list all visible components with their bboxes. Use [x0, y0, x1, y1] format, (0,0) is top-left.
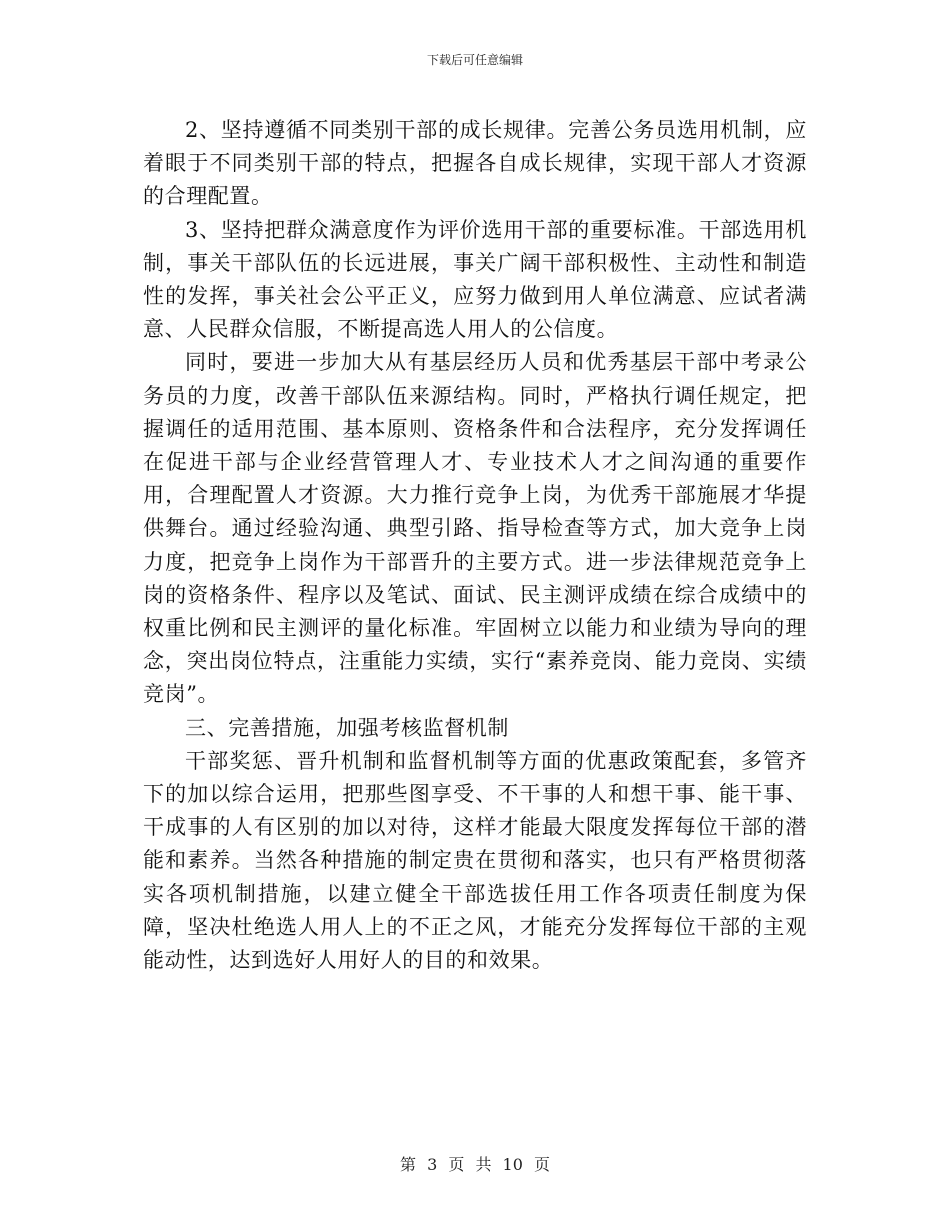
- paragraph-supervision: 干部奖惩、晋升机制和监督机制等方面的优惠政策配套，多管齐下的加以综合运用，把那些图享受、不干事的人和想干事、能干事、干成事的人有区别的加以对待，这样才能最大限度发挥每位干部的潜能和素养。当然各种措施的制定贵在贯彻和落实，也只有严格贯彻落实各项机制措施，以建立健全干部选拔任用工作各项责任制度为保障，坚决杜绝选人用人上的不正之风，才能充分发挥每位干部的主观能动性，达到选好人用好人的目的和效果。: [143, 748, 807, 973]
- paragraph-recruitment: 同时，要进一步加大从有基层经历人员和优秀基层干部中考录公务员的力度，改善干部队伍来源结构。同时，严格执行调任规定，把握调任的适用范围、基本原则、资格条件和合法程序，充分发挥调任在促进干部与企业经营管理人才、专业技术人才之间沟通的重要作用，合理配置人才资源。大力推行竞争上岗，为优秀干部施展才华提供舞台。通过经验沟通、典型引路、指导检查等方式，加大竞争上岗力度，把竞争上岗作为干部晋升的主要方式。进一步法律规范竞争上岗的资格条件、程序以及笔试、面试、民主测评成绩在综合成绩中的权重比例和民主测评的量化标准。牢固树立以能力和业绩为导向的理念，突出岗位特点，注重能力实绩，实行“素养竞岗、能力竞岗、实绩竞岗”。: [143, 350, 807, 707]
- document-body: [143, 114, 807, 977]
- page-header-note: 下载后可任意编辑: [426, 53, 523, 67]
- section-heading-3: 三、完善措施，加强考核监督机制: [185, 715, 509, 740]
- paragraph-principle-2: 2、坚持遵循不同类别干部的成长规律。完善公务员选用机制，应着眼于不同类别干部的特点，把握各自成长规律，实现干部人才资源的合理配置。: [143, 118, 807, 209]
- paragraph-principle-3: 3、坚持把群众满意度作为评价选用干部的重要标准。干部选用机制，事关干部队伍的长远进展，事关广阔干部积极性、主动性和制造性的发挥，事关社会公平正义，应努力做到用人单位满意、应试者满意、人民群众信服，不断提高选人用人的公信度。: [143, 217, 807, 342]
- page-number-footer: 第 3 页 共 10 页: [400, 1155, 550, 1174]
